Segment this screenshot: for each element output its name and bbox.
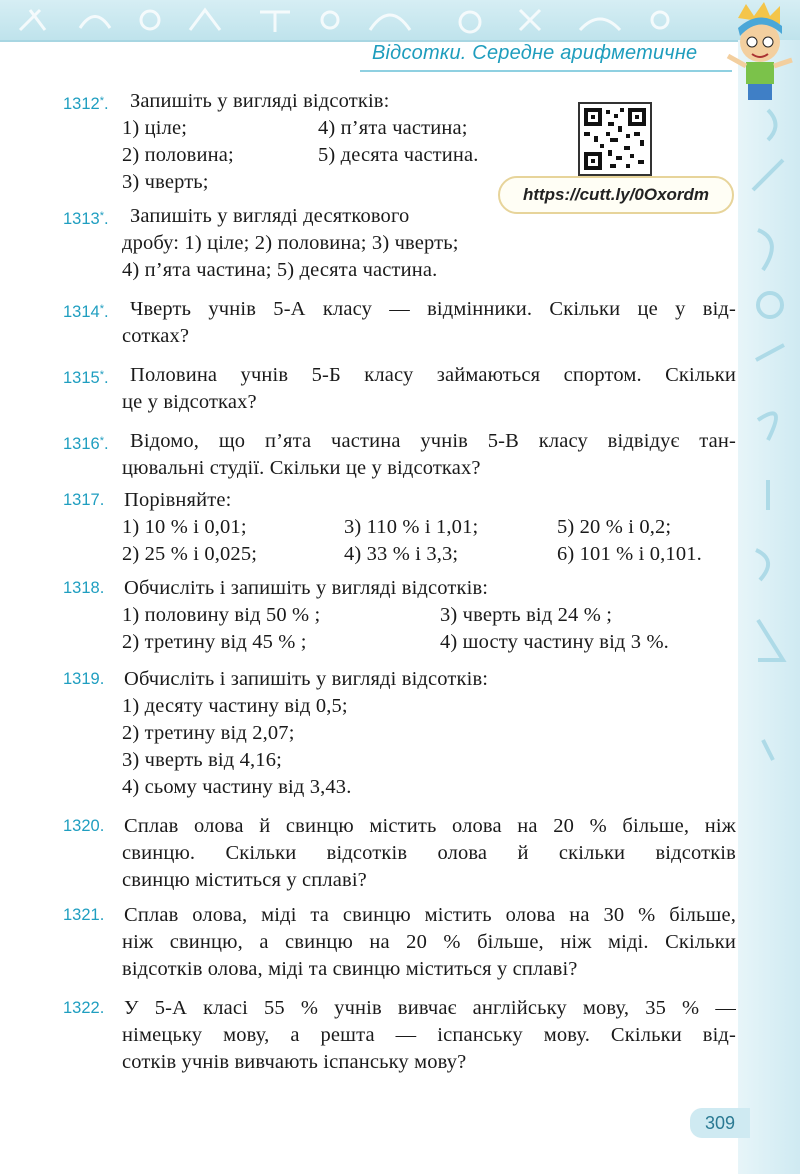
star-mark: * — [99, 369, 104, 381]
right-decorative-band — [738, 40, 800, 1174]
star-mark: * — [99, 303, 104, 315]
option-1: 1) половину від 50 % ; — [122, 604, 321, 626]
exercise-text: 4) п’ята частина; 5) десята частина. — [122, 259, 438, 281]
option-5: 5) 20 % і 0,2; — [557, 516, 672, 538]
option-2: 2) половина; — [122, 144, 234, 166]
option-4: 4) сьому частину від 3,43. — [122, 776, 352, 798]
exercise-number: 1313*. — [63, 210, 109, 228]
star-mark: * — [99, 210, 104, 222]
exercise-number: 1320. — [63, 817, 105, 835]
option-1: 1) ціле; — [122, 117, 188, 139]
option-2: 2) третину від 2,07; — [122, 722, 295, 744]
exercise-number-text: 1314 — [63, 303, 100, 321]
option-2: 2) 25 % і 0,025; — [122, 543, 258, 565]
option-1: 1) 10 % і 0,01; — [122, 516, 247, 538]
top-decorative-band — [0, 0, 800, 42]
exercise-text: ніж свинцю, а свинцю на 20 % більше, ніж міді. Скільки — [122, 931, 736, 953]
exercise-number-text: 1317 — [63, 491, 100, 509]
exercise-text: Порівняйте: — [124, 489, 232, 511]
exercise-number-text: 1322 — [63, 999, 100, 1017]
option-3: 3) чверть; — [122, 171, 209, 193]
star-mark: * — [99, 435, 104, 447]
header-underline — [360, 70, 732, 72]
option-4: 4) шосту частину від 3 %. — [440, 631, 669, 653]
exercise-text: свинцю міститься у сплаві? — [122, 869, 367, 891]
exercise-text: сотків учнів вивчають іспанську мову? — [122, 1051, 467, 1073]
exercise-text: свинцю. Скільки відсотків олова й скільки відсотків — [122, 842, 736, 864]
option-2: 2) третину від 45 % ; — [122, 631, 307, 653]
exercise-number: 1314*. — [63, 303, 109, 321]
qr-code-icon — [580, 104, 650, 174]
exercise-number: 1322. — [63, 999, 105, 1017]
page-number: 309 — [690, 1108, 750, 1138]
exercise-number-text: 1313 — [63, 210, 100, 228]
exercise-text: Чверть учнів 5-А класу — відмінники. Скільки це у від- — [130, 298, 736, 320]
star-mark: * — [99, 95, 104, 107]
exercise-text: цювальні студії. Скільки це у відсотках? — [122, 457, 481, 479]
exercise-number: 1321. — [63, 906, 105, 924]
exercise-number-text: 1321 — [63, 906, 100, 924]
exercise-text: відсотків олова, міді та свинцю міститься у сплаві? — [122, 958, 578, 980]
qr-code[interactable] — [578, 102, 652, 176]
option-3: 3) чверть від 4,16; — [122, 749, 282, 771]
exercise-number-text: 1315 — [63, 369, 100, 387]
exercise-text: німецьку мову, а решта — іспанську мову. Скільки від- — [122, 1024, 736, 1046]
exercise-number: 1319. — [63, 670, 105, 688]
exercise-text: Половина учнів 5-Б класу займаються спортом. Скільки — [130, 364, 736, 386]
exercise-text: Відомо, що п’ята частина учнів 5-В класу відвідує тан- — [130, 430, 736, 452]
exercise-text: Запишіть у вигляді відсотків: — [130, 90, 390, 112]
exercise-number-text: 1318 — [63, 579, 100, 597]
exercise-text: Обчисліть і запишіть у вигляді відсотків: — [124, 577, 489, 599]
exercise-number: 1312*. — [63, 95, 109, 113]
exercise-text: Обчисліть і запишіть у вигляді відсотків: — [124, 668, 489, 690]
exercise-number: 1318. — [63, 579, 105, 597]
exercise-number: 1315*. — [63, 369, 109, 387]
option-4: 4) п’ята частина; — [318, 117, 468, 139]
exercise-number: 1316*. — [63, 435, 109, 453]
exercise-text: Сплав олова й свинцю містить олова на 20 % більше, ніж — [124, 815, 736, 837]
option-3: 3) чверть від 24 % ; — [440, 604, 613, 626]
section-title: Відсотки. Середне арифметичне — [372, 42, 698, 64]
exercise-text: У 5-А класі 55 % учнів вивчає англійську мову, 35 % — — [124, 997, 736, 1019]
exercise-text: це у відсотках? — [122, 391, 257, 413]
exercise-number-text: 1320 — [63, 817, 100, 835]
qr-url-link[interactable]: https://cutt.ly/0Oxordm — [498, 176, 734, 214]
option-1: 1) десяту частину від 0,5; — [122, 695, 348, 717]
option-6: 6) 101 % і 0,101. — [557, 543, 702, 565]
exercise-text: Сплав олова, міді та свинцю містить олова на 30 % більше, — [124, 904, 736, 926]
option-4: 4) 33 % і 3,3; — [344, 543, 459, 565]
option-5: 5) десята частина. — [318, 144, 479, 166]
mascot-boy-icon — [718, 2, 798, 106]
exercise-number-text: 1316 — [63, 435, 100, 453]
exercise-number: 1317. — [63, 491, 105, 509]
exercise-text: сотках? — [122, 325, 190, 347]
exercise-number-text: 1319 — [63, 670, 100, 688]
exercise-number-text: 1312 — [63, 95, 100, 113]
math-doodles-icon — [0, 0, 800, 40]
option-3: 3) 110 % і 1,01; — [344, 516, 479, 538]
number-doodles-icon — [738, 40, 800, 1174]
exercise-text: дробу: 1) ціле; 2) половина; 3) чверть; — [122, 232, 459, 254]
exercise-text: Запишіть у вигляді десяткового — [130, 205, 410, 227]
